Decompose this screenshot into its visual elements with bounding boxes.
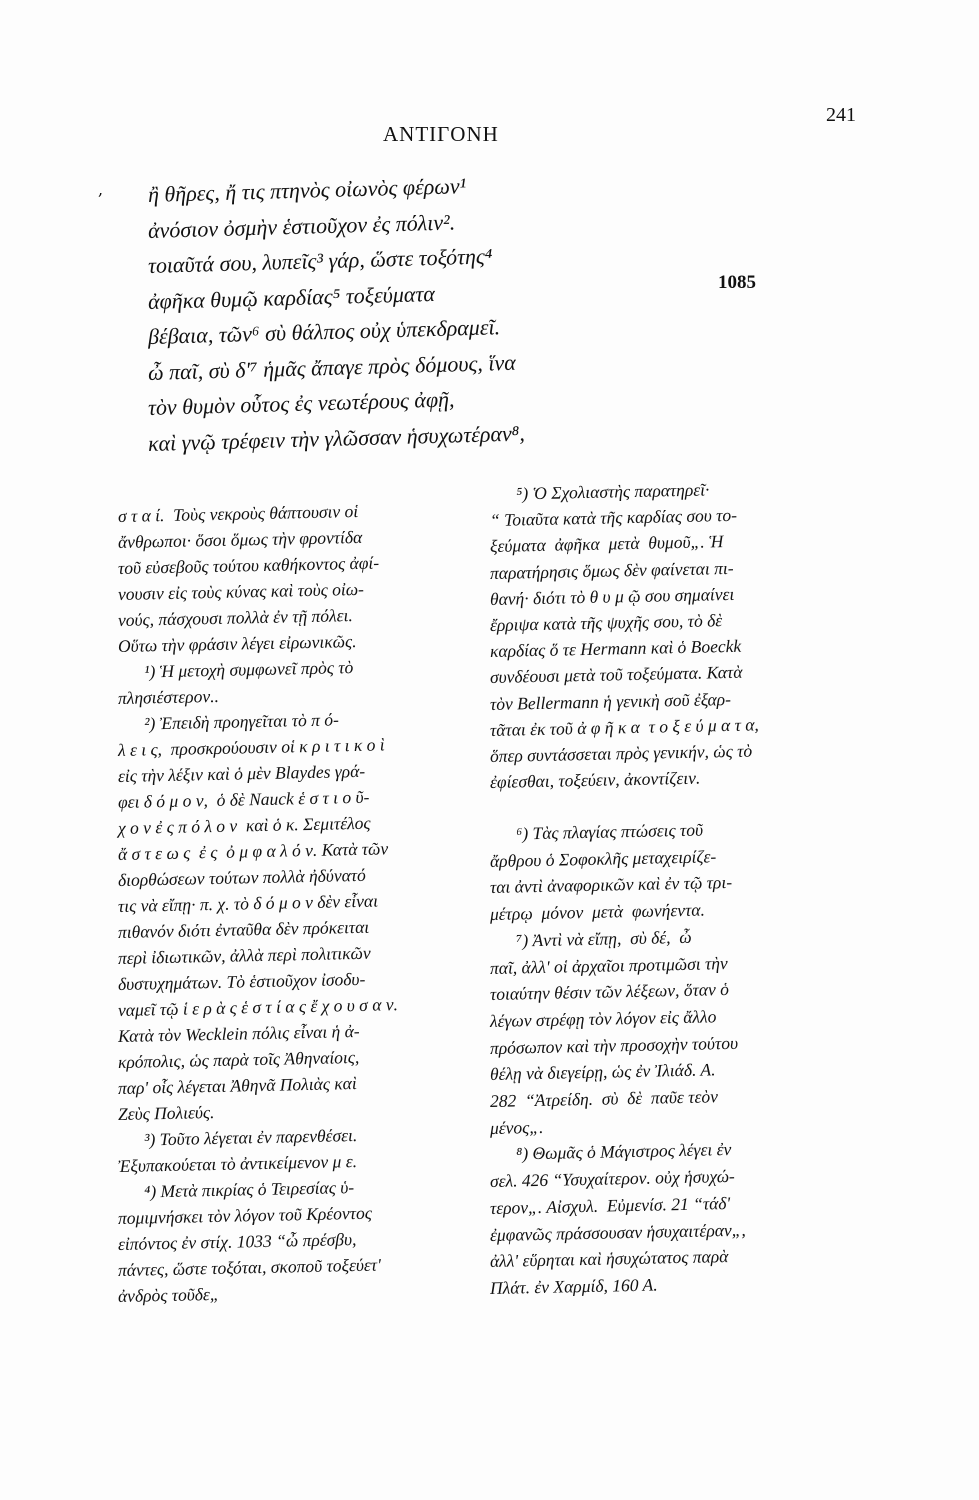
footnote-line: πομιμνήσκει τὸν λόγον τοῦ Κρέοντος <box>117 1202 373 1228</box>
margin-mark: , <box>98 180 104 199</box>
footnote-line: Πλάτ. ἐν Χαρμίδ, 160 Α. <box>489 1274 658 1298</box>
footnote-line: Κατὰ τὸν Wecklein πόλις εἶναι ἡ ἀ- <box>117 1020 360 1046</box>
footnote-line: εἰς τὴν λέξιν καὶ ὁ μὲν Blaydes γρά- <box>117 760 366 786</box>
footnote-line: ⁴) Μετὰ πικρίας ὁ Τειρεσίας ὑ- <box>117 1177 355 1202</box>
footnote-line: ναμεῖ τῷ ἱ ε ρ ὰ ς ἑ σ τ ί α ς ἔ χ ο υ σ α ν. <box>117 994 399 1020</box>
verse-line: τοιαῦτά σου, λυπεῖς³ γάρ, ὥστε τοξότης⁴ <box>147 243 493 278</box>
verse-line: ἀφῆκα θυμῷ καρδίας⁵ τοξεύματα <box>147 280 436 314</box>
footnote-line: ⁸) Θωμᾶς ὁ Μάγιστρος λέγει ἐν <box>489 1139 732 1165</box>
footnote-line: ἐφίεσθαι, τοξεύειν, ἀκοντίζειν. <box>489 767 701 793</box>
footnote-line: λέγων στρέφῃ τὸν λόγον εἰς ἄλλο <box>489 1006 717 1031</box>
footnote-line: καρδίας ὅ τε Hermann καὶ ὁ Boeckk <box>489 635 742 662</box>
footnote-line: ²) Ἐπειδὴ προηγεῖται τὸ π ό- <box>117 709 340 734</box>
footnote-line: τᾶται ἐκ τοῦ ἀ φ ῆ κ α τ ο ξ ε ύ μ α τ α, <box>489 714 759 740</box>
footnote-line: ὅπερ συντάσσεται πρὸς γενικήν, ὡς τὸ <box>489 740 753 766</box>
verse-line: ἢ θῆρες, ἤ τις πτηνὸς οἰωνὸς φέρων¹ <box>147 173 467 207</box>
footnote-line: μένος„. <box>489 1116 544 1138</box>
footnote-line: πάντες, ὥστε τοξόται, σκοποῦ τοξεύετ' <box>117 1254 382 1280</box>
footnote-line: νουσιν εἰς τοὺς κύνας καὶ τοὺς οἰω- <box>117 578 365 604</box>
footnote-line: περὶ ἰδιωτικῶν, ἀλλὰ περὶ πολιτικῶν <box>117 942 371 968</box>
footnote-line: λ ε ι ς, προσκρούουσιν οἱ κ ρ ι τ ι κ ο ὶ <box>117 734 385 760</box>
footnote-line: παρ' οἷς λέγεται Ἀθηνᾶ Πολιὰς καὶ <box>117 1073 357 1098</box>
verse-line: τὸν θυμὸν οὗτος ἐς νεωτέρους ἀφῇ, <box>147 386 455 420</box>
footnote-line: Ζεὺς Πολιεύς. <box>117 1101 215 1124</box>
footnote-line: κρόπολις, ὡς παρὰ τοῖς Ἀθηναίοις, <box>117 1046 360 1072</box>
verse-line: ὦ παῖ, σὺ δ'⁷ ἡμᾶς ἄπαγε πρὸς δόμους, ἵνα <box>147 349 517 385</box>
footnote-line: Ἐξυπακούεται τὸ ἀντικείμενον μ ε. <box>117 1150 358 1176</box>
footnote-line: ³) Τοῦτο λέγεται ἐν παρενθέσει. <box>117 1124 358 1150</box>
footnote-line: ⁵) Ὁ Σχολιαστὴς παρατηρεῖ· <box>489 479 710 504</box>
running-title: ΑΝΤΙΓΟΝΗ <box>383 122 499 146</box>
footnote-line: “ Τοιαῦτα κατὰ τῆς καρδίας σου το- <box>489 505 738 531</box>
footnote-line: πιθανόν διότι ἐνταῦθα δὲν πρόκειται <box>117 916 370 942</box>
footnote-line: τὸν Bellermann ἡ γενικὴ σοῦ ἐξαρ- <box>489 688 732 714</box>
footnote-line: ἔρριψα κατὰ τῆς ψυχῆς σου, τὸ δὲ <box>489 610 723 635</box>
footnote-line: ται ἀντὶ ἀναφορικῶν καὶ ἐν τῷ τρι- <box>489 872 733 898</box>
footnote-line: 282 “Ἀτρείδη. σὺ δὲ παῦε τεὸν <box>489 1086 719 1111</box>
footnote-line: Οὕτω τὴν φράσιν λέγει εἰρωνικῶς. <box>117 631 357 656</box>
footnote-line: ⁶) Τὰς πλαγίας πτώσεις τοῦ <box>489 819 704 844</box>
footnote-line: ἄ σ τ ε ω ς ἐ ς ὀ μ φ α λ ό ν. Κατὰ τῶν <box>117 838 389 864</box>
footnote-line: διορθώσεων τούτων πολλὰ ἠδύνατό <box>117 864 366 890</box>
footnote-line: τερον„. Αἰσχυλ. Εὐμενίσ. 21 “τάδ' <box>489 1192 731 1218</box>
footnote-line: τις νὰ εἴπῃ· π. χ. τὸ δ ό μ ο ν δὲν εἶναι <box>117 890 379 916</box>
footnote-line: παρατήρησις ὅμως δὲν φαίνεται πι- <box>489 557 734 583</box>
footnote-line: χ ο ν ἐ ς π ό λ ο ν καὶ ὁ κ. Σεμιτέλος <box>117 812 371 838</box>
footnote-line: ¹) Ἡ μετοχὴ συμφωνεῖ πρὸς τὸ <box>117 657 354 682</box>
footnote-line: δυστυχημάτων. Τὸ ἑστιοῦχον ἰσοδυ- <box>117 968 366 994</box>
footnote-line: μέτρῳ μόνον μετὰ φωνήεντα. <box>489 899 706 925</box>
verse-line: βέβαια, τῶν⁶ σὺ θάλπος οὐχ ὑπεκδραμεῖ. <box>147 314 501 349</box>
footnote-line: ἄνθρωποι· ὅσοι ὅμως τὴν φροντίδα <box>117 526 363 552</box>
footnote-line: συνδέουσι μετὰ τοῦ τοξεύματα. Κατὰ <box>489 662 743 688</box>
footnote-line: ἀνδρὸς τοῦδε„ <box>117 1283 220 1306</box>
footnote-line: εἰπόντος ἐν στίχ. 1033 “ὦ πρέσβυ, <box>117 1229 357 1254</box>
footnote-line: πλησιέστερον.. <box>117 685 220 708</box>
verse-line: καὶ γνῷ τρέφειν τὴν γλῶσσαν ἡσυχωτέραν⁸, <box>147 419 526 456</box>
footnote-line: ⁷) Ἀντὶ νὰ εἴπῃ, σὺ δέ, ὦ <box>489 926 692 951</box>
footnote-line: φει δ ό μ ο ν, ὁ δὲ Nauck ἑ σ τ ι ο ῦ- <box>117 786 370 812</box>
footnote-line: πρόσωπον καὶ τὴν προσοχὴν τούτου <box>489 1032 739 1058</box>
footnote-line: θέλῃ νὰ διεγείρῃ, ὡς ἐν Ἰλιάδ. Α. <box>489 1059 716 1085</box>
footnote-line: νούς, πάσχουσι πολλὰ ἐν τῇ πόλει. <box>117 605 353 630</box>
page-number: 241 <box>826 104 856 126</box>
verse-line-number: 1085 <box>718 272 756 293</box>
footnote-line: παῖ, ἀλλ' οἱ ἀρχαῖοι προτιμῶσι τὴν <box>489 952 728 978</box>
verse-line: ἀνόσιον ὀσμὴν ἑστιοῦχον ἐς πόλιν². <box>147 208 456 243</box>
footnote-line: τοιαύτην θέσιν τῶν λέξεων, ὅταν ὁ <box>489 979 730 1005</box>
footnote-line: ἄρθρου ὁ Σοφοκλῆς μεταχειρίζε- <box>489 845 717 871</box>
footnote-line: θανή· διότι τὸ θ υ μ ῷ σου σημαίνει <box>489 583 735 609</box>
footnote-line: ἀλλ' εὕρηται καὶ ἡσυχώτατος παρὰ <box>489 1246 729 1272</box>
footnote-line: σελ. 426 “Υσυχαίτερον. οὐχ ἡσυχώ- <box>489 1165 735 1192</box>
footnote-line: ξεύματα ἀφῆκα μετὰ θυμοῦ„. Ἡ <box>489 531 724 557</box>
footnote-line: τοῦ εὐσεβοῦς τούτου καθήκοντος ἀφί- <box>117 552 380 578</box>
footnote-line: σ τ α ί. Τοὺς νεκροὺς θάπτουσιν οἱ <box>117 500 359 526</box>
footnote-line: ἐμφανῶς πράσσουσαν ἡσυχαιτέραν„, <box>489 1219 746 1245</box>
